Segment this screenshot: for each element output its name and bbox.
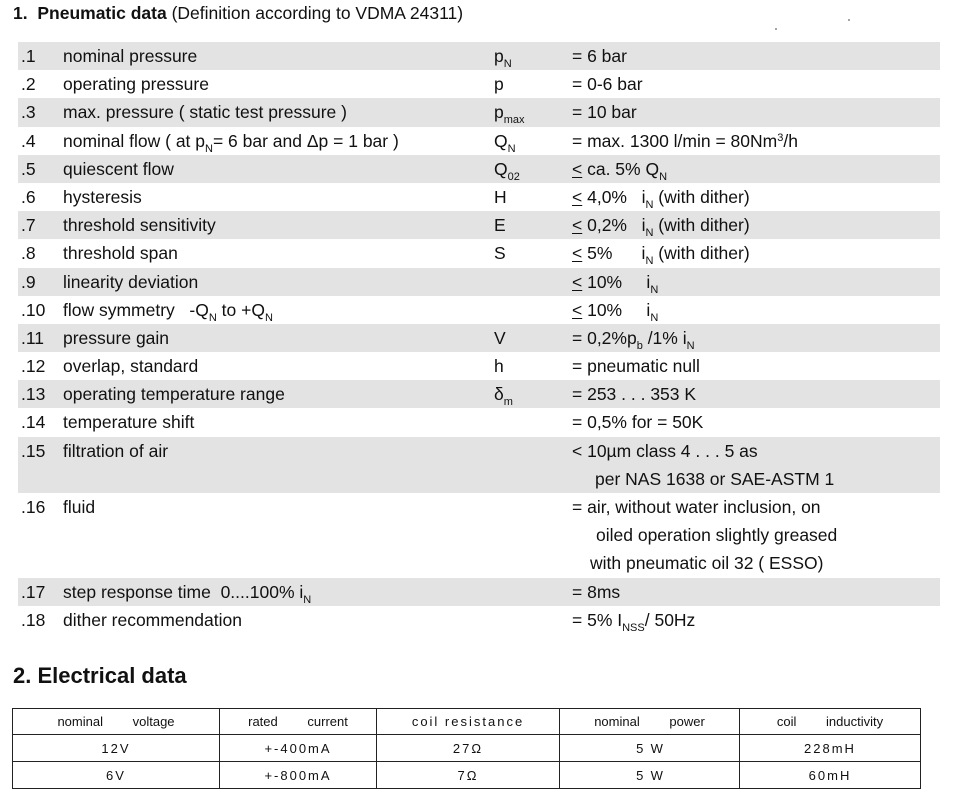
item-name: threshold span [63,243,178,264]
item-name: dither recommendation [63,609,242,630]
item-value-continued: with pneumatic oil 32 ( ESSO) [590,553,824,574]
item-number: .5 [21,158,36,179]
item-name: pressure gain [63,327,170,348]
list-item [18,183,940,211]
item-name: temperature shift [63,412,195,433]
list-item [18,408,940,436]
item-number: .13 [21,384,46,405]
item-number: .12 [21,356,46,377]
item-symbol: S [494,243,506,264]
list-item [18,98,940,126]
list-item [18,380,940,408]
item-number: .10 [21,299,46,320]
table-row [13,762,921,789]
table-cell: 27Ω [377,735,560,762]
list-item [18,352,940,380]
item-number: .18 [21,609,46,630]
table-cell: +-800mA [220,762,377,789]
list-item [18,437,940,493]
section-subtitle: (Definition according to VDMA 24311) [171,3,464,23]
column-header: nominal voltage [13,709,220,735]
table-header-row [13,709,921,735]
table-cell: 12V [13,735,220,762]
item-value: < 10% $i_N$ [572,299,659,324]
table-cell: 228mH [740,735,921,762]
item-name: fluid [63,497,96,518]
item-value-continued: oiled operation slightly greased [596,525,838,546]
item-number: .3 [21,102,36,123]
list-item [18,324,940,352]
item-value: < 10% $i_N$ [572,271,659,296]
item-name: threshold sensitivity [63,215,216,236]
item-value: = 6 bar [572,46,627,66]
table-cell: 6V [13,762,220,789]
item-symbol: $Q_{02}$ [494,158,520,183]
item-number: .16 [21,497,46,518]
item-value: = 5% $I_{NSS}/$ 50Hz [572,609,696,634]
item-name: flow symmetry $-Q_N$ to $+Q_N$ [63,299,273,324]
electrical-data-table [12,708,921,789]
item-number: .8 [21,243,36,264]
item-name: hysteresis [63,186,142,207]
item-number: .4 [21,130,36,151]
item-symbol: $Q_N$ [494,130,516,155]
list-item [18,127,940,155]
item-value: < 4,0% $i_N$ (with dither) [572,186,750,211]
table-row [13,735,921,762]
item-name: nominal flow ( at $p_N= 6$ bar and Δp = 1 bar ) [63,130,399,155]
item-symbol: p [494,74,504,95]
list-item [18,211,940,239]
column-header: rated current [220,709,377,735]
table-cell: 7Ω [377,762,560,789]
item-symbol: H [494,186,507,207]
table-cell: 5 W [560,762,740,789]
item-name: operating temperature range [63,384,285,405]
pneumatic-data-list [18,42,940,634]
item-number: .15 [21,440,46,461]
item-number: .2 [21,74,36,95]
list-item [18,296,940,324]
list-item [18,493,940,578]
list-item [18,42,940,70]
item-number: .9 [21,271,36,292]
item-name: step response time 0....100% $i_N$ [63,581,312,606]
item-value: = 0-6 bar [572,74,643,95]
item-value: = air, without water inclusion, on [572,497,821,518]
column-header: coil resistance [377,709,560,735]
item-name: nominal pressure [63,46,198,66]
item-symbol: $p_{max}$ [494,102,525,127]
item-value: < 5% $i_N$ (with dither) [572,243,750,268]
item-number: .14 [21,412,46,433]
item-value: = 0,5% for = 50K [572,412,704,433]
item-name: overlap, standard [63,356,199,377]
item-number: .7 [21,215,36,236]
section-2-heading: 2. Electrical data [13,663,187,688]
section-1-heading [13,3,463,24]
item-symbol: E [494,215,506,236]
item-value: = 10 bar [572,102,637,123]
item-symbol: $\delta_m$ [494,384,513,409]
table-cell: 60mH [740,762,921,789]
section-number: 1. [13,3,28,23]
list-item [18,70,940,98]
section-title: Pneumatic data [37,3,167,23]
item-number: .6 [21,186,36,207]
list-item [18,606,940,634]
table-cell: +-400mA [220,735,377,762]
item-value: = max. 1300 $l/\min = 80Nm^3/h$ [572,130,798,151]
item-name: max. pressure ( static test pressure ) [63,102,347,123]
item-name: filtration of air [63,440,169,461]
item-value: < 10µm class 4 . . . 5 as [572,440,758,461]
list-item [18,268,940,296]
item-value: = $0,2\%p_b$ /1% $i_N$ [572,327,695,352]
item-value: < 0,2% $i_N$ (with dither) [572,215,750,240]
column-header: nominal power [560,709,740,735]
list-item [18,239,940,267]
item-number: .1 [21,46,36,66]
list-item [18,578,940,606]
item-value: = 8ms [572,581,621,602]
speck-dot [848,19,850,21]
item-name: quiescent flow [63,158,174,179]
table-cell: 5 W [560,735,740,762]
item-value: = pneumatic null [572,356,700,377]
item-symbol: $p_N$ [494,46,512,70]
item-value: < ca. 5% $Q_N$ [572,158,668,183]
item-symbol: h [494,356,504,377]
item-value: = 253 . . . 353 K [572,384,697,405]
item-symbol: V [494,327,506,348]
speck-dot [775,28,777,30]
item-number: .11 [21,327,45,348]
column-header: coil inductivity [740,709,921,735]
item-name: linearity deviation [63,271,199,292]
item-name: operating pressure [63,74,209,95]
list-item [18,155,940,183]
item-number: .17 [21,581,46,602]
item-value-continued: per NAS 1638 or SAE-ASTM 1 [595,468,835,489]
